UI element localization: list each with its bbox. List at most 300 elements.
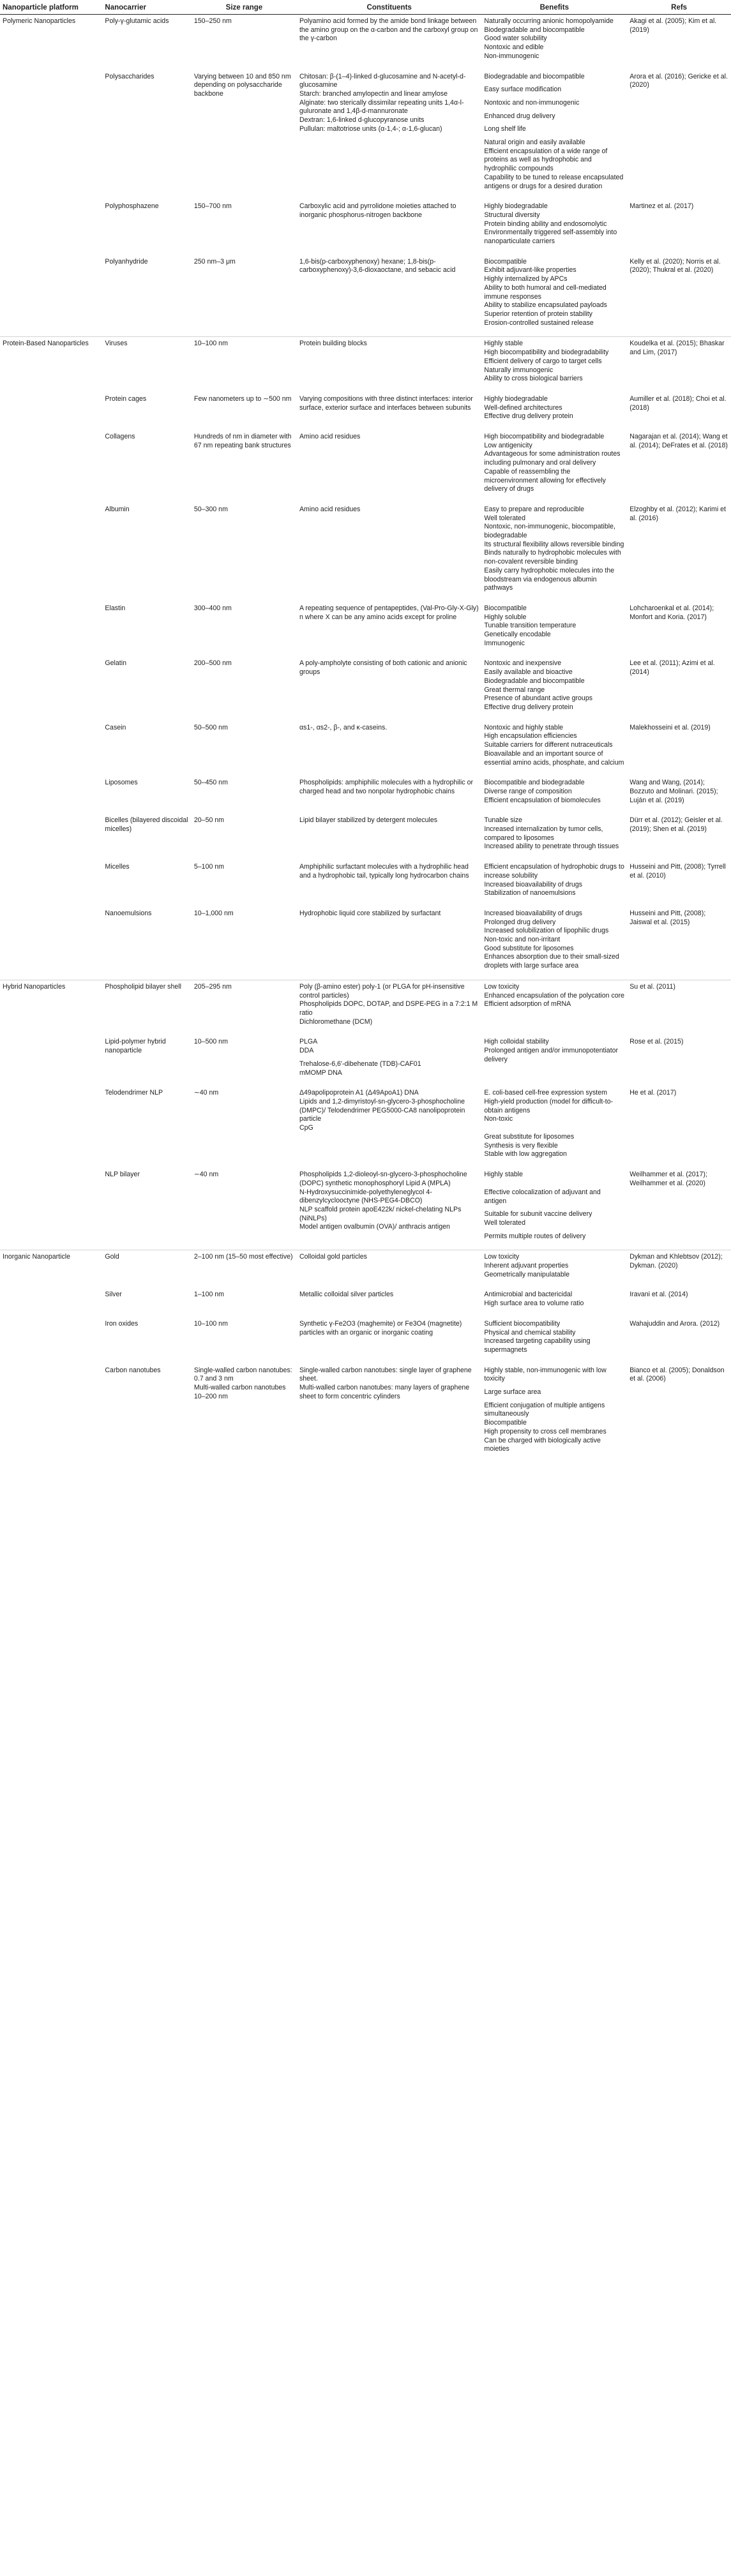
benefits-cell — [481, 1250, 627, 1289]
size-range-cell — [192, 1250, 297, 1289]
cell-line: Aumiller et al. (2018); Choi et al. (2018) — [629, 394, 727, 412]
constituents-cell — [297, 721, 481, 777]
cell-line: Nontoxic, non-immunogenic, biocompatible, biodegradable — [484, 523, 615, 540]
cell-line: Akagi et al. (2005); Kim et al. (2019) — [629, 17, 717, 34]
platform-cell: Protein-Based Nanoparticles — [0, 337, 102, 393]
nanocarrier-cell: Nanoemulsions — [105, 909, 152, 917]
cell-line: 1–100 nm — [193, 1291, 225, 1299]
cell-line: Dykman and Khlebtsov (2012); Dykman. (2020) — [629, 1253, 723, 1270]
benefits-cell — [481, 1168, 627, 1250]
constituents-cell — [297, 814, 481, 860]
cell-line: Ability to both humoral and cell-mediated immune responses — [484, 283, 607, 301]
cell-line: Enhanced drug delivery — [484, 112, 555, 120]
cell-line: Nontoxic and non-immunogenic — [484, 98, 580, 107]
size-range-cell — [192, 721, 297, 777]
cell-spacer — [484, 94, 624, 99]
nanocarrier-cell: Liposomes — [105, 779, 138, 787]
table-row — [0, 980, 731, 1035]
cell-line: Low toxicity — [484, 1253, 520, 1261]
size-range-cell — [192, 602, 297, 657]
table-row — [0, 860, 731, 907]
refs-cell — [627, 657, 731, 721]
cell-line: Highly biodegradable — [484, 394, 548, 403]
cell-line: High biocompatibility and biodegradable — [484, 433, 605, 441]
cell-line: Lipids and 1,2-dimyristoyl-sn-glycero-3-phosphocholine (DMPC)/ Telodendrimer PEG5000-CA8 nanolipoprotein particle — [299, 1097, 465, 1123]
cell-line: Su et al. (2011) — [629, 982, 675, 991]
constituents-cell — [297, 1035, 481, 1086]
cell-line: Wang and Wang, (2014); Bozzuto and Molinari. (2015); Luján et al. (2019) — [629, 779, 718, 804]
cell-line: Dürr et al. (2012); Geisler et al. (2019); Shen et al. (2019) — [629, 816, 723, 834]
table-row — [0, 1364, 731, 1463]
benefits-cell — [481, 980, 627, 1035]
cell-line: αs1-, αs2-, β-, and κ-caseins. — [299, 723, 388, 731]
platform-cell — [0, 200, 102, 255]
cell-line: Structural diversity — [484, 211, 540, 219]
cell-line: Biocompatible — [484, 1419, 527, 1427]
cell-line: Well tolerated — [484, 1218, 525, 1227]
cell-line: Amino acid residues — [299, 433, 361, 441]
cell-line: Husseini and Pitt, (2008); Tyrrell et al. (2010) — [629, 863, 726, 880]
platform-cell — [0, 255, 102, 337]
cell-line: Model antigen ovalbumin (OVA)/ anthracis antigen — [299, 1223, 450, 1231]
cell-spacer — [484, 108, 624, 112]
cell-line: High surface area to volume ratio — [484, 1299, 584, 1308]
cell-line: High colloidal stability — [484, 1038, 549, 1046]
constituents-cell — [297, 1288, 481, 1317]
cell-line: Easy surface modification — [484, 86, 562, 94]
nanocarrier-cell: Poly-γ-glutamic acids — [105, 17, 169, 25]
cell-line: High propensity to cross cell membranes — [484, 1427, 607, 1435]
cell-line: Physical and chemical stability — [484, 1328, 576, 1337]
constituents-cell — [297, 15, 481, 70]
cell-line: Tunable transition temperature — [484, 622, 577, 630]
cell-line: Multi-walled carbon nanotubes 10–200 nm — [193, 1384, 286, 1400]
constituents-cell — [297, 1086, 481, 1168]
nanocarrier-cell: Protein cages — [105, 394, 147, 403]
cell-line: Highly soluble — [484, 613, 527, 621]
platform-cell — [0, 1035, 102, 1086]
cell-line: Low toxicity — [484, 982, 520, 991]
cell-line: Non-immunogenic — [484, 52, 539, 60]
size-range-cell — [192, 200, 297, 255]
cell-line: Geometrically manipulatable — [484, 1270, 570, 1278]
cell-line: 10–100 nm — [193, 1319, 228, 1328]
benefits-cell — [481, 1086, 627, 1168]
cell-line: Prolonged drug delivery — [484, 918, 556, 926]
table-row — [0, 1086, 731, 1168]
cell-line: mMOMP DNA — [299, 1068, 342, 1077]
table-row — [0, 503, 731, 602]
cell-line: Naturally immunogenic — [484, 366, 554, 374]
cell-line: Well-defined architectures — [484, 403, 562, 412]
table-row — [0, 1035, 731, 1086]
size-range-cell — [192, 1317, 297, 1364]
nanocarrier-cell: Viruses — [102, 337, 191, 393]
cell-spacer — [484, 134, 624, 139]
table-row — [0, 814, 731, 860]
constituents-cell — [297, 602, 481, 657]
table-row — [0, 70, 731, 200]
cell-line: Dextran: 1,6-linked d-glucopyranose units — [299, 116, 425, 124]
refs-cell — [627, 503, 731, 602]
size-range-cell — [192, 657, 297, 721]
nanocarrier-cell: NLP bilayer — [105, 1171, 140, 1179]
size-range-cell — [192, 980, 297, 1035]
benefits-cell — [481, 602, 627, 657]
constituents-cell — [297, 980, 481, 1035]
nanocarrier-cell: Lipid-polymer hybrid nanoparticle — [105, 1038, 166, 1055]
nanocarrier-cell: Gold — [102, 1250, 191, 1289]
benefits-cell — [481, 721, 627, 777]
cell-line: Effective drug delivery protein — [484, 703, 573, 711]
benefits-cell — [481, 15, 627, 70]
cell-line: Biocompatible and biodegradable — [484, 779, 585, 787]
cell-line: Environmentally triggered self-assembly into nanoparticulate carriers — [484, 228, 617, 246]
constituents-cell — [297, 1250, 481, 1289]
cell-line: Hydrophobic liquid core stabilized by surfactant — [299, 909, 441, 917]
cell-line: Varying compositions with three distinct interfaces: interior surface, exterior surface and interfaces between subunits — [299, 394, 473, 412]
cell-spacer — [484, 1384, 624, 1388]
platform-cell — [0, 70, 102, 200]
refs-cell — [627, 980, 731, 1035]
cell-line: Iravani et al. (2014) — [629, 1291, 688, 1299]
table-row — [0, 657, 731, 721]
table-row — [0, 1250, 731, 1289]
cell-line: Efficient encapsulation of biomolecules — [484, 796, 601, 804]
cell-line: Increased internalization by tumor cells, compared to liposomes — [484, 825, 603, 842]
benefits-cell — [481, 430, 627, 503]
constituents-cell — [297, 70, 481, 200]
platform-cell — [0, 721, 102, 777]
cell-line: Pullulan: maltotriose units (α-1,4-; α-1,6-glucan) — [299, 124, 442, 133]
cell-line: Highly biodegradable — [484, 202, 548, 211]
platform-cell — [0, 430, 102, 503]
cell-line: Poly (β-amino ester) poly-1 (or PLGA for pH-insensitive control particles) — [299, 982, 465, 1000]
platform-cell — [0, 860, 102, 907]
constituents-cell — [297, 860, 481, 907]
cell-line: Efficient adsorption of mRNA — [484, 1000, 571, 1008]
cell-line: Highly stable — [484, 340, 524, 348]
cell-line: Easily carry hydrophobic molecules into the bloodstream via endogenous albumin pathways — [484, 566, 615, 592]
refs-cell — [627, 907, 731, 980]
refs-cell — [627, 393, 731, 430]
cell-line: Easy to prepare and reproducible — [484, 505, 585, 513]
cell-line: PLGA — [299, 1038, 318, 1046]
cell-line: Good water solubility — [484, 34, 547, 43]
refs-cell — [627, 814, 731, 860]
cell-line: Capability to be tuned to release encapsulated antigens or drugs for a desired duration — [484, 173, 624, 190]
cell-line: Genetically encodable — [484, 631, 551, 639]
cell-spacer — [484, 1228, 624, 1232]
cell-line: Single-walled carbon nanotubes: 0.7 and 3 nm — [193, 1366, 292, 1383]
cell-spacer — [484, 1397, 624, 1402]
cell-line: Highly stable, non-immunogenic with low toxicity — [484, 1366, 607, 1383]
cell-line: Diverse range of composition — [484, 787, 572, 795]
cell-line: Antimicrobial and bactericidal — [484, 1291, 573, 1299]
cell-line: Kelly et al. (2020); Norris et al. (2020); Thukral et al. (2020) — [629, 257, 721, 274]
cell-line: Wahajuddin and Arora. (2012) — [629, 1319, 720, 1328]
cell-line: Nontoxic and inexpensive — [484, 659, 562, 668]
header-nanocarrier: Nanocarrier — [102, 0, 191, 15]
benefits-cell — [481, 907, 627, 980]
cell-line: A poly-ampholyte consisting of both cationic and anionic groups — [299, 659, 467, 677]
cell-line: Koudelka et al. (2015); Bhaskar and Lim, (2017) — [629, 340, 725, 357]
table-row — [0, 907, 731, 980]
table-row — [0, 430, 731, 503]
cell-line: 150–700 nm — [193, 202, 232, 211]
nanocarrier-cell: Carbon nanotubes — [105, 1366, 161, 1374]
cell-line: Increased solubilization of lipophilic drugs — [484, 927, 609, 935]
nanocarrier-cell: Phospholipid bilayer shell — [102, 980, 191, 1035]
cell-line: 20–50 nm — [193, 816, 225, 825]
cell-line: 10–100 nm — [193, 340, 228, 348]
size-range-cell — [192, 1168, 297, 1250]
size-range-cell — [192, 814, 297, 860]
cell-line: Elzoghby et al. (2012); Karimi et al. (2016) — [629, 505, 726, 522]
refs-cell — [627, 1317, 731, 1364]
cell-line: Alginate: two sterically dissimilar repeating units 1,4α-l-guluronate and 1,4β-d-mannuronate — [299, 98, 464, 116]
cell-line: Prolonged antigen and/or immunopotentiator delivery — [484, 1047, 619, 1063]
nanocarrier-cell: Bicelles (bilayered discoidal micelles) — [105, 816, 188, 834]
cell-line: 10–500 nm — [193, 1038, 228, 1046]
size-range-cell — [192, 1086, 297, 1168]
constituents-cell — [297, 1317, 481, 1364]
benefits-cell — [481, 255, 627, 337]
cell-spacer — [484, 1124, 624, 1128]
cell-line: Biodegradable and biocompatible — [484, 677, 585, 685]
constituents-cell — [297, 430, 481, 503]
header-platform: Nanoparticle platform — [0, 0, 102, 15]
cell-spacer — [299, 1056, 479, 1060]
platform-cell — [0, 776, 102, 814]
table-row — [0, 200, 731, 255]
cell-line: Inherent adjuvant properties — [484, 1262, 569, 1270]
cell-line: Capable of reassembling the microenvironment allowing for effectively delivery of drugs — [484, 467, 606, 493]
cell-line: Great substitute for liposomes — [484, 1133, 575, 1141]
cell-line: E. coli-based cell-free expression system — [484, 1089, 607, 1097]
refs-cell — [627, 721, 731, 777]
benefits-cell — [481, 393, 627, 430]
cell-line: Bioavailable and an important source of essential amino acids, phosphate, and calcium — [484, 749, 624, 767]
cell-line: Chitosan: β-(1–4)-linked d-glucosamine and N-acetyl-d-glucosamine — [299, 72, 466, 89]
constituents-cell — [297, 776, 481, 814]
header-refs: Refs — [627, 0, 731, 15]
header-benefits: Benefits — [481, 0, 627, 15]
cell-line: 50–500 nm — [193, 723, 228, 731]
cell-line: Tunable size — [484, 816, 523, 825]
platform-cell — [0, 657, 102, 721]
cell-line: Lipid bilayer stabilized by detergent molecules — [299, 816, 438, 825]
benefits-cell — [481, 70, 627, 200]
cell-spacer — [484, 1206, 624, 1210]
cell-line: Advantageous for some administration routes including pulmonary and oral delivery — [484, 450, 621, 467]
constituents-cell — [297, 1168, 481, 1250]
cell-line: Malekhosseini et al. (2019) — [629, 723, 711, 731]
cell-line: Biodegradable and biocompatible — [484, 72, 585, 80]
cell-line: Varying between 10 and 850 nm depending on polysaccharide backbone — [193, 72, 291, 98]
benefits-cell — [481, 337, 627, 393]
cell-line: 250 nm–3 μm — [193, 257, 236, 266]
cell-line: Trehalose-6,6'-dibehenate (TDB)-CAF01 — [299, 1060, 421, 1068]
cell-line: Increased bioavailability of drugs — [484, 880, 583, 888]
cell-line: Synthesis is very flexible — [484, 1141, 558, 1149]
size-range-cell — [192, 337, 297, 393]
constituents-cell — [297, 200, 481, 255]
cell-line: Can be charged with biologically active moieties — [484, 1436, 601, 1453]
benefits-cell — [481, 1364, 627, 1463]
header-row — [0, 0, 731, 15]
cell-line: Stable with low aggregation — [484, 1150, 567, 1158]
cell-line: Hundreds of nm in diameter with 67 nm repeating bank structures — [193, 433, 292, 449]
cell-line: 300–400 nm — [193, 604, 232, 612]
constituents-cell — [297, 255, 481, 337]
cell-line: Effective drug delivery protein — [484, 412, 573, 421]
cell-line: High encapsulation efficiencies — [484, 732, 577, 740]
cell-line: ∼40 nm — [193, 1171, 219, 1179]
cell-line: Efficient conjugation of multiple antigens simultaneously — [484, 1401, 605, 1418]
platform-cell — [0, 907, 102, 980]
cell-line: Permits multiple routes of delivery — [484, 1232, 586, 1240]
size-range-cell — [192, 70, 297, 200]
nanocarrier-cell: Polyanhydride — [105, 257, 148, 266]
size-range-cell — [192, 1364, 297, 1463]
table-row — [0, 337, 731, 393]
header-size-range: Size range — [192, 0, 297, 15]
cell-line: Biodegradable and biocompatible — [484, 26, 585, 34]
benefits-cell — [481, 814, 627, 860]
platform-cell — [0, 1168, 102, 1250]
cell-line: Enhanced encapsulation of the polycation core — [484, 991, 625, 1000]
nanocarrier-cell: Collagens — [105, 433, 135, 441]
cell-line: Nontoxic and edible — [484, 43, 544, 52]
table-row — [0, 15, 731, 70]
cell-line: DDA — [299, 1047, 314, 1055]
cell-spacer — [484, 1179, 624, 1184]
nanocarrier-cell: Gelatin — [105, 659, 126, 668]
cell-line: High-yield production (model for difficult-to-obtain antigens — [484, 1097, 614, 1114]
platform-cell — [0, 1364, 102, 1463]
cell-line: Ability to cross biological barriers — [484, 375, 583, 383]
cell-line: Non-toxic and non-irritant — [484, 936, 561, 944]
cell-line: A repeating sequence of pentapeptides, (Val-Pro-Gly-X-Gly) n where X can be any amino acids except for proline — [299, 604, 479, 621]
cell-line: 50–300 nm — [193, 505, 228, 513]
cell-line: Rose et al. (2015) — [629, 1038, 684, 1046]
size-range-cell — [192, 15, 297, 70]
nanocarrier-cell: Micelles — [105, 863, 130, 871]
cell-line: Increased bioavailability of drugs — [484, 909, 583, 917]
constituents-cell — [297, 503, 481, 602]
cell-line: Highly internalized by APCs — [484, 275, 568, 283]
refs-cell — [627, 1168, 731, 1250]
constituents-cell — [297, 907, 481, 980]
nanocarrier-cell: Polysaccharides — [105, 72, 154, 80]
cell-line: Phospholipids 1,2-dioleoyl-sn-glycero-3-phosphocholine (DOPC) synthetic monophosphoryl Lipid A (MPLA) — [299, 1171, 467, 1187]
cell-line: Lohcharoenkal et al. (2014); Monfort and Koria. (2017) — [629, 604, 714, 621]
cell-line: Amphiphilic surfactant molecules with a hydrophilic head and a hydrophobic tail, typically long hydrocarbon chains — [299, 863, 469, 880]
cell-line: Good substitute for liposomes — [484, 944, 574, 952]
cell-line: Nontoxic and highly stable — [484, 723, 564, 731]
size-range-cell — [192, 393, 297, 430]
benefits-cell — [481, 860, 627, 907]
size-range-cell — [192, 503, 297, 602]
constituents-cell — [297, 393, 481, 430]
cell-line: Enhances absorption due to their small-sized droplets with large surface area — [484, 953, 619, 970]
constituents-cell — [297, 657, 481, 721]
cell-line: Increased ability to penetrate through tissues — [484, 842, 619, 851]
constituents-cell — [297, 337, 481, 393]
cell-line: Its structural flexibility allows reversible binding — [484, 540, 624, 548]
cell-line: Suitable for subunit vaccine delivery — [484, 1210, 592, 1218]
cell-line: Polyamino acid formed by the amide bond linkage between the amino group on the α-carbon and the carboxyl group on the γ-carbon — [299, 17, 478, 43]
platform-cell — [0, 814, 102, 860]
refs-cell — [627, 860, 731, 907]
cell-line: Increased targeting capability using supermagnets — [484, 1337, 591, 1354]
table-row — [0, 776, 731, 814]
refs-cell — [627, 200, 731, 255]
cell-line: Exhibit adjuvant-like properties — [484, 266, 577, 274]
benefits-cell — [481, 503, 627, 602]
cell-line: Low antigenicity — [484, 441, 532, 449]
refs-cell — [627, 776, 731, 814]
nanocarrier-cell: Telodendrimer NLP — [105, 1089, 163, 1097]
cell-line: He et al. (2017) — [629, 1089, 677, 1097]
table-row — [0, 1317, 731, 1364]
cell-line: 10–1,000 nm — [193, 909, 234, 917]
cell-line: Natural origin and easily available — [484, 139, 585, 147]
cell-line: Bianco et al. (2005); Donaldson et al. (2006) — [629, 1366, 725, 1383]
benefits-cell — [481, 1317, 627, 1364]
platform-cell: Inorganic Nanoparticle — [0, 1250, 102, 1289]
nanocarrier-cell: Polyphosphazene — [105, 202, 159, 211]
cell-line: Highly stable — [484, 1171, 524, 1179]
cell-line: Carboxylic acid and pyrrolidone moieties attached to inorganic phosphorus-nitrogen backbone — [299, 202, 456, 219]
refs-cell — [627, 1364, 731, 1463]
platform-cell — [0, 1288, 102, 1317]
size-range-cell — [192, 430, 297, 503]
cell-line: Presence of abundant active groups — [484, 694, 593, 703]
cell-line: Protein binding ability and endosomolytic — [484, 220, 607, 228]
size-range-cell — [192, 255, 297, 337]
cell-line: Few nanometers up to ∼500 nm — [193, 394, 292, 403]
benefits-cell — [481, 776, 627, 814]
table-row — [0, 602, 731, 657]
cell-line: Colloidal gold particles — [299, 1253, 367, 1261]
refs-cell — [627, 1035, 731, 1086]
refs-cell — [627, 15, 731, 70]
size-range-cell — [192, 907, 297, 980]
cell-line: Synthetic γ-Fe2O3 (maghemite) or Fe3O4 (magnetite) particles with an organic or inorganic coating — [299, 1319, 462, 1337]
table-row — [0, 1168, 731, 1250]
header-constituents: Constituents — [297, 0, 481, 15]
cell-line: Long shelf life — [484, 125, 526, 133]
nanocarrier-cell: Albumin — [105, 505, 130, 513]
cell-line: Starch: branched amylopectin and linear amylose — [299, 89, 448, 98]
nanocarrier-cell: Elastin — [105, 604, 126, 612]
cell-line: Phospholipids DOPC, DOTAP, and DSPE-PEG in a 7:2:1 M ratio — [299, 1000, 478, 1017]
cell-line: Binds naturally to hydrophobic molecules with non-covalent reversible binding — [484, 549, 621, 566]
cell-line: Immunogenic — [484, 639, 525, 647]
refs-cell — [627, 1288, 731, 1317]
size-range-cell — [192, 776, 297, 814]
cell-line: High biocompatibility and biodegradability — [484, 348, 609, 357]
cell-spacer — [484, 121, 624, 125]
cell-spacer — [484, 81, 624, 86]
cell-line: Large surface area — [484, 1388, 541, 1397]
cell-line: 50–450 nm — [193, 779, 228, 787]
benefits-cell — [481, 1288, 627, 1317]
cell-line: Single-walled carbon nanotubes: single layer of graphene sheet. — [299, 1366, 472, 1383]
cell-line: Lee et al. (2011); Azimi et al. (2014) — [629, 659, 715, 677]
